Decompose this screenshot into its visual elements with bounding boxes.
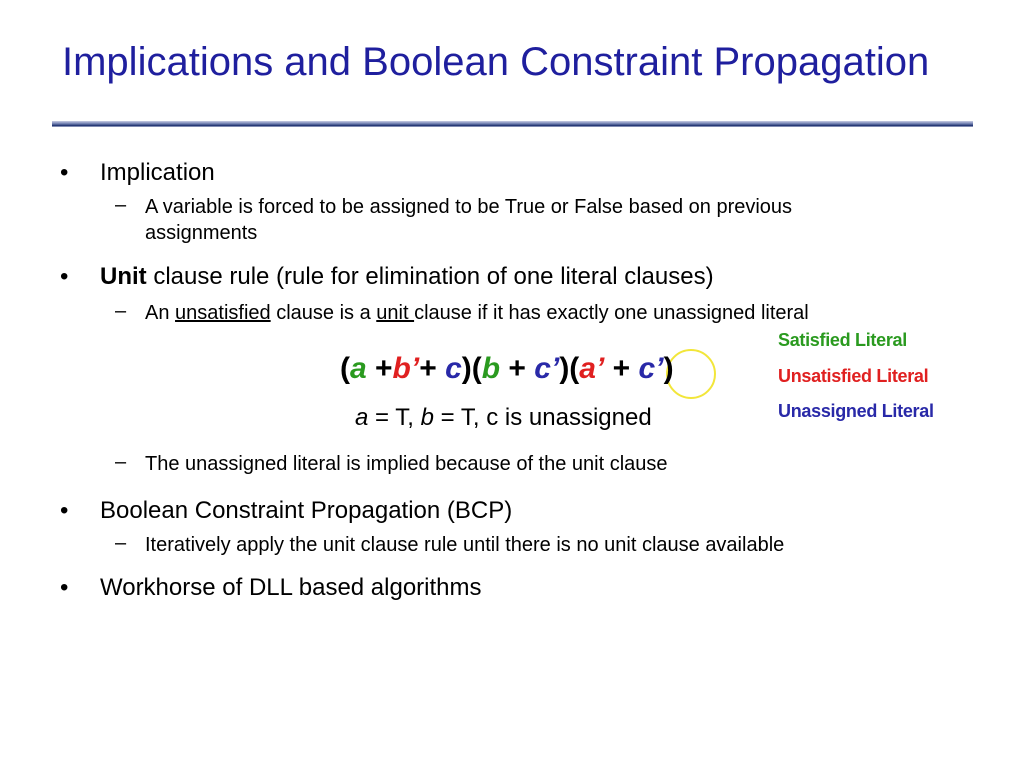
bullet-text (100, 263, 714, 291)
assign-var-b: b (420, 404, 434, 431)
subbullet-dash: – (115, 300, 127, 322)
formula-plus: + (604, 352, 639, 385)
formula-plus: + (419, 352, 446, 385)
bullet-dot: • (60, 574, 69, 601)
subbullet-dash: – (115, 532, 127, 554)
literal-a-neg: a’ (579, 352, 605, 385)
bullet-dot: • (60, 263, 69, 290)
legend-unsatisfied: Unsatisfied Literal (778, 366, 929, 386)
literal-c-neg: c’ (534, 352, 560, 385)
subbullet-text: Iteratively apply the unit clause rule until there is no unit clause available (145, 534, 785, 556)
bullet-dot: • (60, 159, 69, 186)
formula-plus: + (366, 352, 393, 385)
unit-sub-mid: clause is a (270, 302, 377, 324)
assign-var-a: a (355, 404, 369, 431)
subbullet-dash: – (115, 451, 127, 473)
subbullet-text (145, 300, 809, 326)
title-underline (52, 121, 973, 127)
bullet-dot: • (60, 497, 69, 524)
literal-b: b (481, 352, 501, 385)
slide-title: Implications and Boolean Constraint Propagation (62, 40, 930, 84)
assign-eq-1: = T, (368, 404, 421, 431)
unit-rest: clause rule (rule for elimination of one literal clauses) (146, 263, 714, 290)
subbullet-text: The unassigned literal is implied because of the unit clause (145, 453, 668, 475)
assign-eq-2: = T, c is unassigned (433, 404, 652, 431)
bullet-text: Workhorse of DLL based algorithms (100, 574, 482, 601)
unit-sub-suffix: clause if it has exactly one unassigned literal (414, 302, 809, 324)
formula-paren: ) (663, 352, 674, 385)
assignment-line (355, 404, 652, 432)
literal-c: c (445, 352, 462, 385)
subbullet-line-2: assignments (145, 222, 258, 244)
unit-term: unit (376, 302, 415, 324)
formula-paren: )( (461, 352, 482, 385)
unit-sub-prefix: An (145, 302, 176, 324)
literal-a: a (350, 352, 367, 385)
literal-c-neg-unit: c’ (638, 352, 664, 385)
cnf-formula (340, 352, 674, 386)
legend-unassigned: Unassigned Literal (778, 401, 934, 421)
formula-plus: + (500, 352, 535, 385)
legend-satisfied: Satisfied Literal (778, 330, 907, 350)
subbullet-line-1: A variable is forced to be assigned to be True or False based on previous (145, 196, 793, 218)
unit-bold: Unit (100, 263, 147, 290)
subbullet-text (145, 194, 792, 246)
unsatisfied-term: unsatisfied (175, 302, 271, 324)
formula-paren: )( (559, 352, 580, 385)
formula-paren: ( (340, 352, 350, 385)
subbullet-dash: – (115, 194, 127, 216)
literal-b-neg: b’ (392, 352, 420, 385)
bullet-text: Implication (100, 159, 215, 186)
bullet-text: Boolean Constraint Propagation (BCP) (100, 497, 513, 524)
